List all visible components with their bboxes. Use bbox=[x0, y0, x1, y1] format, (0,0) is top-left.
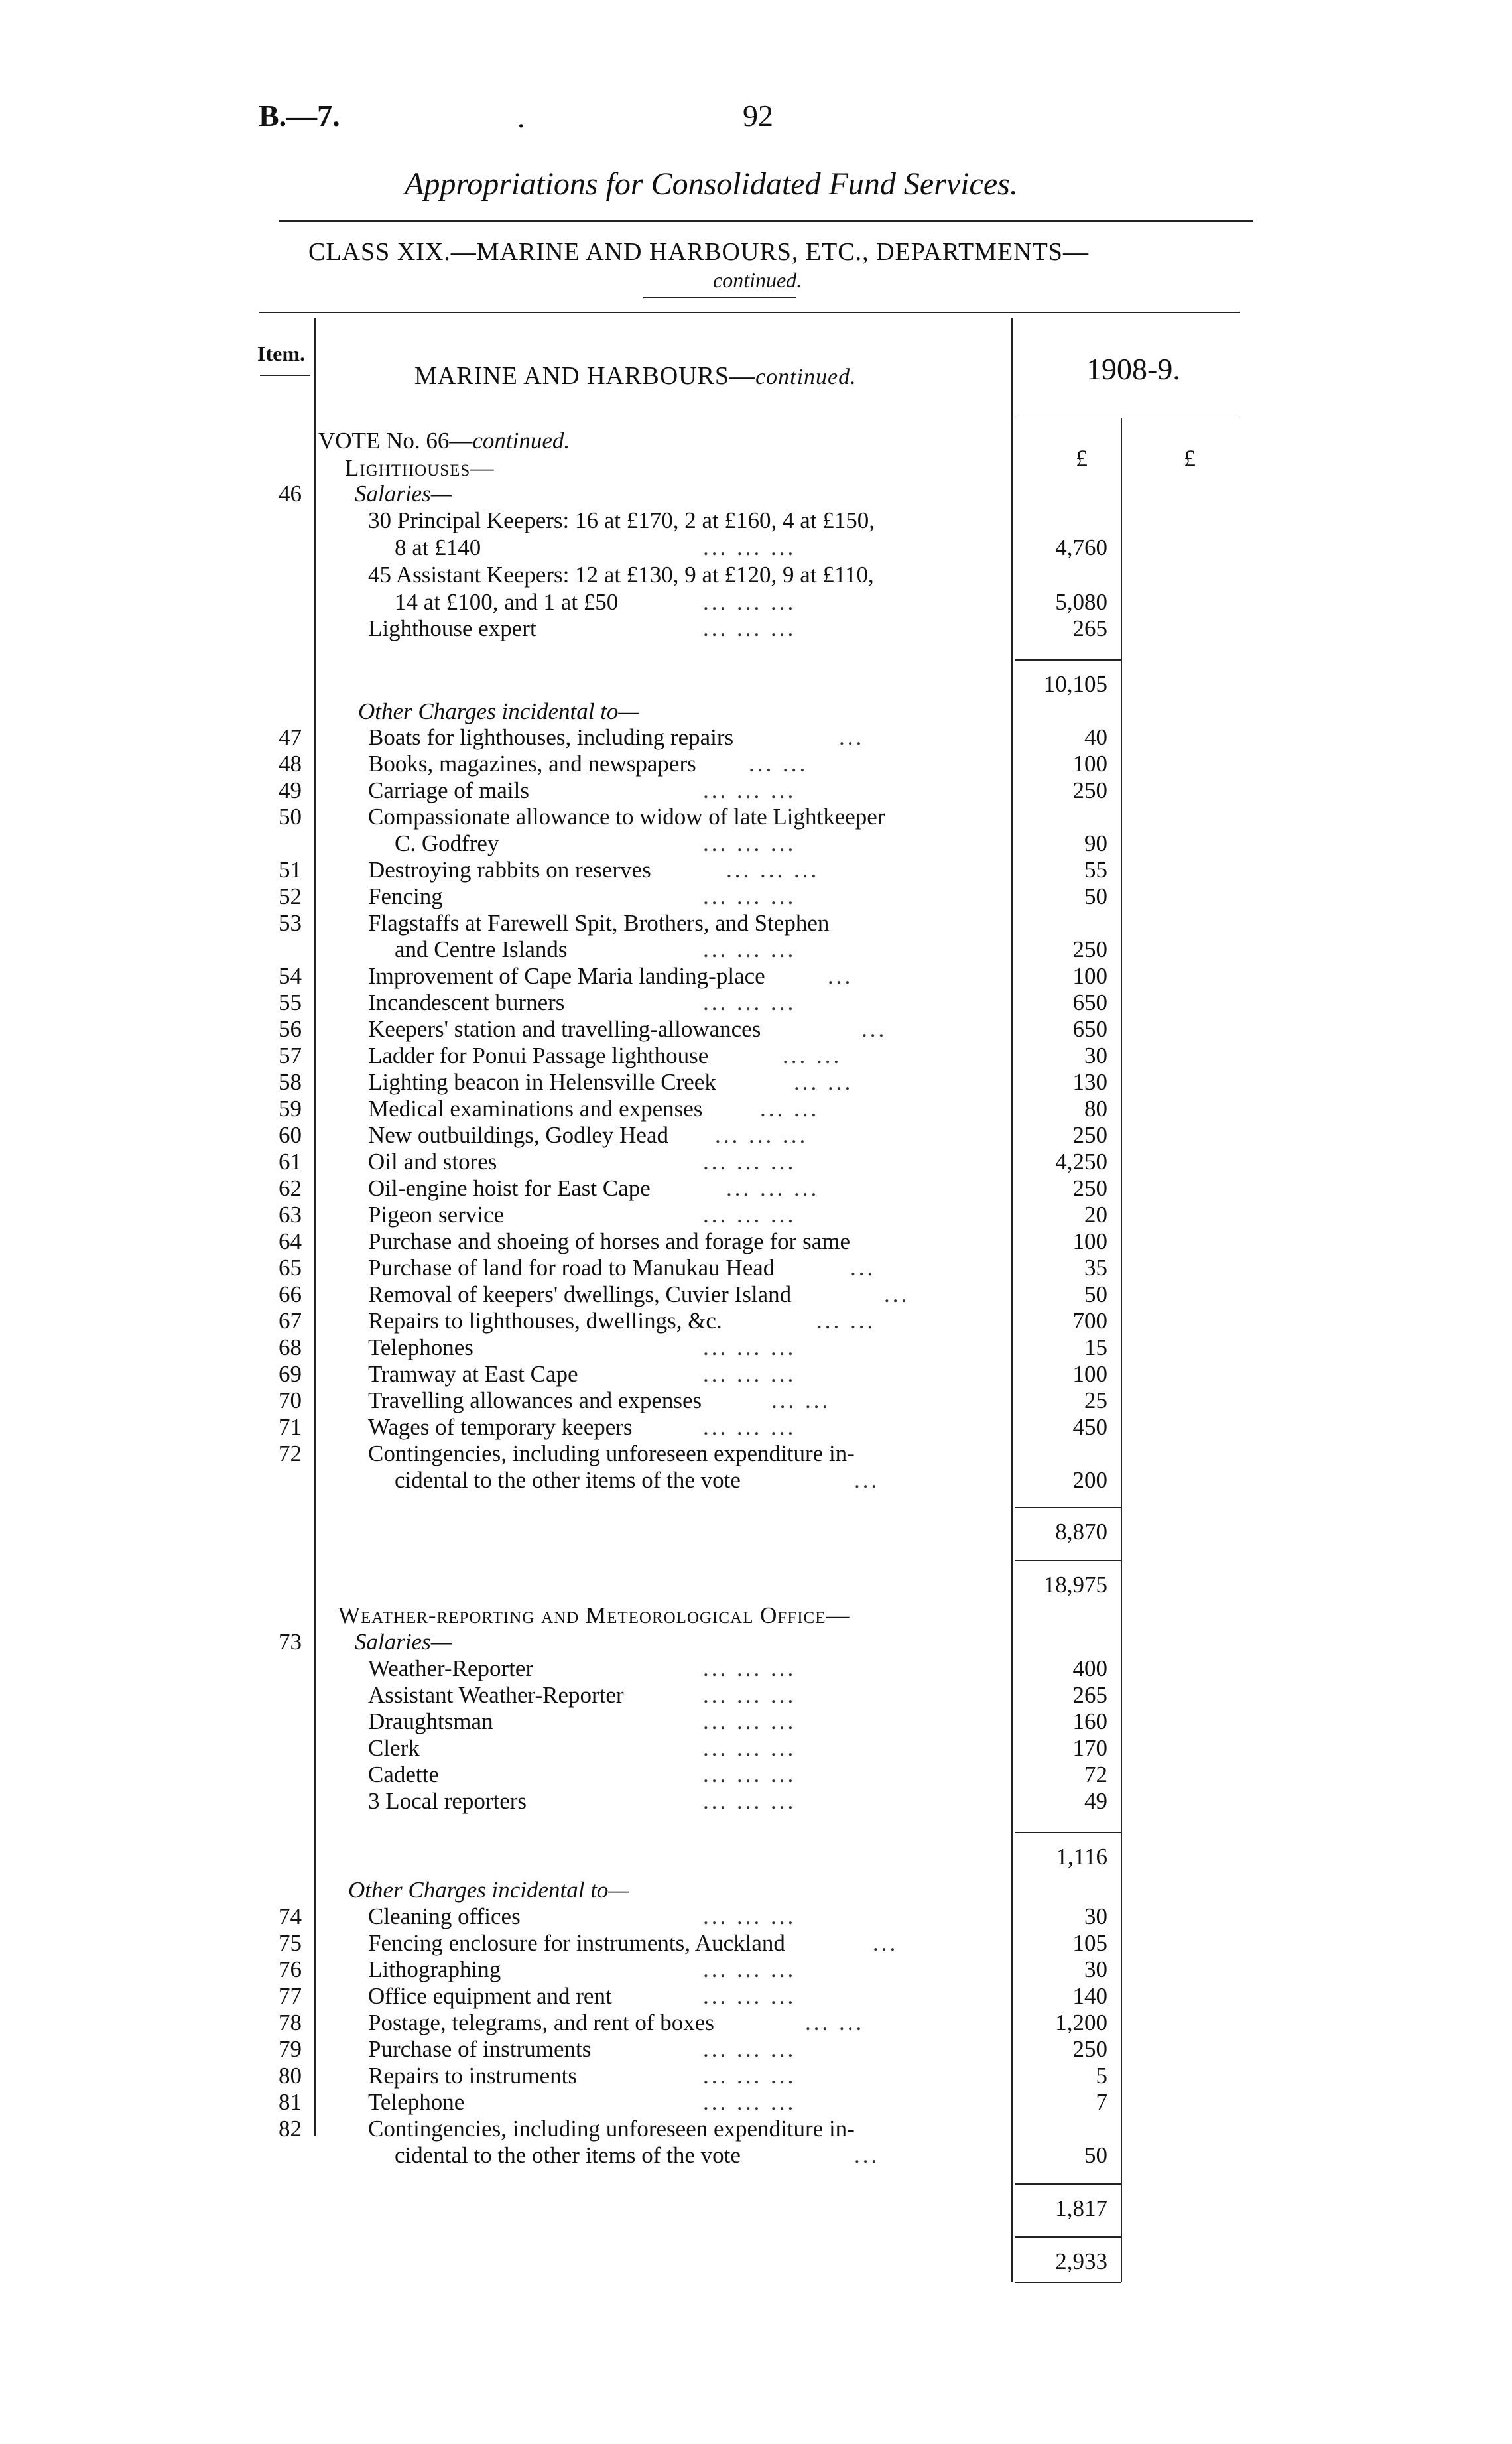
table-row bbox=[0, 830, 1512, 857]
item-description: 30 Principal Keepers: 16 at £170, 2 at £160, 4 at £150, bbox=[368, 507, 875, 533]
table-row bbox=[0, 562, 1512, 588]
item-number: 67 bbox=[279, 1308, 302, 1334]
subtotal-rule bbox=[1015, 1507, 1121, 1508]
item-description: Travelling allowances and expenses bbox=[368, 1387, 702, 1413]
table-row bbox=[0, 2063, 1512, 2089]
currency-symbol-amount-column: £ bbox=[1076, 445, 1088, 472]
subtotal-row bbox=[0, 1844, 1512, 1870]
table-row bbox=[0, 724, 1512, 751]
item-number: 57 bbox=[279, 1043, 302, 1068]
item-number: 68 bbox=[279, 1334, 302, 1360]
item-description: Fencing enclosure for instruments, Auckland bbox=[368, 1930, 785, 1956]
item-header-rule bbox=[260, 375, 310, 376]
table-row bbox=[0, 1122, 1512, 1149]
title-rule bbox=[279, 220, 1253, 222]
table-row bbox=[0, 2036, 1512, 2063]
dot-leader: ... ... bbox=[749, 751, 808, 777]
item-number: 54 bbox=[279, 963, 302, 989]
dot-leader: ... ... bbox=[783, 1043, 842, 1068]
item-amount: 100 bbox=[1072, 1228, 1107, 1254]
item-description: Medical examinations and expenses bbox=[368, 1096, 703, 1122]
table-row bbox=[0, 1762, 1512, 1788]
item-description: Tramway at East Cape bbox=[368, 1361, 578, 1387]
subtotal-row bbox=[0, 1572, 1512, 1598]
subtotal-row bbox=[0, 2248, 1512, 2275]
item-amount: 50 bbox=[1084, 1281, 1107, 1307]
table-row bbox=[0, 1016, 1512, 1043]
item-description: Pigeon service bbox=[368, 1202, 505, 1228]
dot-leader: ... bbox=[828, 963, 853, 989]
item-description: Salaries— bbox=[355, 1629, 452, 1655]
item-amount: 265 bbox=[1072, 1682, 1107, 1708]
table-row bbox=[0, 1467, 1512, 1494]
subtotal-rule bbox=[1015, 2183, 1121, 2185]
item-description: Lighting beacon in Helensville Creek bbox=[368, 1069, 716, 1095]
subtotal-row bbox=[0, 1519, 1512, 1545]
item-description: Repairs to lighthouses, dwellings, &c. bbox=[368, 1308, 722, 1334]
table-row bbox=[0, 1957, 1512, 1983]
table-row bbox=[0, 857, 1512, 883]
dot-leader: ... ... bbox=[760, 1096, 820, 1122]
section-heading-row bbox=[0, 455, 1512, 482]
table-row bbox=[0, 910, 1512, 936]
item-description: Postage, telegrams, and rent of boxes bbox=[368, 2010, 714, 2035]
vote-label: VOTE No. 66— bbox=[318, 428, 473, 454]
section-heading-row bbox=[0, 1602, 1512, 1629]
item-number: 50 bbox=[279, 804, 302, 830]
item-amount: 30 bbox=[1084, 1043, 1107, 1068]
item-description: Clerk bbox=[368, 1735, 420, 1761]
subtotal-amount: 10,105 bbox=[1043, 671, 1107, 697]
table-row bbox=[0, 535, 1512, 561]
item-amount: 1,200 bbox=[1055, 2010, 1107, 2035]
item-amount: 50 bbox=[1084, 883, 1107, 909]
item-number: 63 bbox=[279, 1202, 302, 1228]
item-amount: 5,080 bbox=[1055, 589, 1107, 615]
item-number: 73 bbox=[279, 1629, 302, 1655]
table-row bbox=[0, 2010, 1512, 2036]
subtotal-amount: 1,116 bbox=[1056, 1844, 1107, 1870]
item-amount: 650 bbox=[1072, 990, 1107, 1015]
table-row bbox=[0, 751, 1512, 777]
item-amount: 50 bbox=[1084, 2142, 1107, 2168]
item-description: cidental to the other items of the vote bbox=[395, 1467, 741, 1493]
item-amount: 25 bbox=[1084, 1387, 1107, 1413]
subtotal-amount: 18,975 bbox=[1043, 1572, 1107, 1598]
item-description: Fencing bbox=[368, 883, 443, 909]
item-description: Assistant Weather-Reporter bbox=[368, 1682, 624, 1708]
dot-leader: ... bbox=[861, 1016, 887, 1042]
dot-leader: ... bbox=[884, 1281, 910, 1307]
dot-leader: ... ... ... bbox=[703, 1708, 796, 1734]
item-number: 60 bbox=[279, 1122, 302, 1148]
table-row bbox=[0, 1414, 1512, 1441]
page-number: 92 bbox=[743, 99, 773, 133]
subtotal-row bbox=[0, 671, 1512, 698]
page-title: Appropriations for Consolidated Fund Services. bbox=[405, 166, 1018, 202]
dot-leader: ... ... ... bbox=[703, 1202, 796, 1228]
table-row bbox=[0, 804, 1512, 830]
item-number: 80 bbox=[279, 2063, 302, 2089]
item-amount: 130 bbox=[1072, 1069, 1107, 1095]
subtotal-amount: 2,933 bbox=[1055, 2248, 1107, 2274]
dot-leader: ... ... ... bbox=[726, 1175, 820, 1201]
item-number: 52 bbox=[279, 883, 302, 909]
item-description: Destroying rabbits on reserves bbox=[368, 857, 651, 883]
item-amount: 80 bbox=[1084, 1096, 1107, 1122]
item-number: 75 bbox=[279, 1930, 302, 1956]
item-description: Contingencies, including unforeseen expenditure in- bbox=[368, 1441, 855, 1466]
table-row bbox=[0, 1308, 1512, 1334]
item-description: and Centre Islands bbox=[395, 936, 568, 962]
section-title-continued: continued. bbox=[755, 365, 857, 389]
table-top-rule bbox=[259, 312, 1240, 313]
grand-total-rule bbox=[1015, 2282, 1121, 2283]
dot-leader: ... ... ... bbox=[703, 777, 796, 803]
section-heading-row bbox=[0, 428, 1512, 454]
table-row bbox=[0, 1788, 1512, 1815]
item-description: Draughtsman bbox=[368, 1708, 493, 1734]
table-row bbox=[0, 615, 1512, 642]
dot-leader: ... ... ... bbox=[703, 936, 796, 962]
item-description: Improvement of Cape Maria landing-place bbox=[368, 963, 765, 989]
table-row bbox=[0, 1281, 1512, 1308]
item-description: 14 at £100, and 1 at £50 bbox=[395, 589, 619, 615]
item-number: 48 bbox=[279, 751, 302, 777]
table-row bbox=[0, 1228, 1512, 1255]
item-description: Cleaning offices bbox=[368, 1903, 521, 1929]
item-description: Telephones bbox=[368, 1334, 473, 1360]
section-heading: Lighthouses— bbox=[345, 455, 495, 481]
dot-leader: ... ... ... bbox=[703, 1334, 796, 1360]
item-description: 3 Local reporters bbox=[368, 1788, 527, 1814]
item-amount: 72 bbox=[1084, 1762, 1107, 1787]
dot-leader: ... ... ... bbox=[703, 1903, 796, 1929]
table-row bbox=[0, 1655, 1512, 1682]
table-row bbox=[0, 1334, 1512, 1361]
table-row bbox=[0, 481, 1512, 507]
subtotal-rule bbox=[1015, 659, 1121, 661]
item-number: 78 bbox=[279, 2010, 302, 2035]
item-number: 66 bbox=[279, 1281, 302, 1307]
item-amount: 100 bbox=[1072, 751, 1107, 777]
year-column-header: 1908-9. bbox=[1086, 352, 1180, 386]
item-description: Salaries— bbox=[355, 481, 452, 507]
subtotal-rule bbox=[1015, 1560, 1121, 1561]
item-description: Keepers' station and travelling-allowances bbox=[368, 1016, 761, 1042]
dot-leader: ... ... ... bbox=[703, 1983, 796, 2009]
item-description: Purchase of land for road to Manukau Head bbox=[368, 1255, 775, 1281]
table-row bbox=[0, 1903, 1512, 1930]
item-number: 74 bbox=[279, 1903, 302, 1929]
subtotal-rule bbox=[1015, 1832, 1121, 1833]
item-amount: 250 bbox=[1072, 1122, 1107, 1148]
item-number: 61 bbox=[279, 1149, 302, 1175]
section-heading bbox=[318, 428, 570, 454]
class-continued: continued. bbox=[713, 268, 802, 292]
item-amount: 15 bbox=[1084, 1334, 1107, 1360]
table-row bbox=[0, 2142, 1512, 2169]
item-description: Office equipment and rent bbox=[368, 1983, 612, 2009]
dot-leader: ... ... ... bbox=[715, 1122, 808, 1148]
item-number: 65 bbox=[279, 1255, 302, 1281]
item-number: 51 bbox=[279, 857, 302, 883]
header-dot: . bbox=[517, 100, 525, 134]
item-number: 59 bbox=[279, 1096, 302, 1122]
table-row bbox=[0, 1361, 1512, 1387]
table-row bbox=[0, 1069, 1512, 1096]
dot-leader: ... ... ... bbox=[726, 857, 820, 883]
item-description: New outbuildings, Godley Head bbox=[368, 1122, 668, 1148]
item-amount: 7 bbox=[1096, 2089, 1107, 2115]
section-heading-row bbox=[0, 1877, 1512, 1903]
item-number: 56 bbox=[279, 1016, 302, 1042]
document-reference: B.—7. bbox=[259, 99, 340, 133]
table-row bbox=[0, 777, 1512, 804]
item-amount: 170 bbox=[1072, 1735, 1107, 1761]
item-number: 55 bbox=[279, 990, 302, 1015]
dot-leader: ... ... ... bbox=[703, 1682, 796, 1708]
dot-leader: ... ... ... bbox=[703, 615, 796, 641]
item-amount: 4,250 bbox=[1055, 1149, 1107, 1175]
class-heading: CLASS XIX.—MARINE AND HARBOURS, ETC., DEPARTMENTS— bbox=[308, 238, 1089, 266]
item-amount: 250 bbox=[1072, 1175, 1107, 1201]
section-title-text: MARINE AND HARBOURS— bbox=[414, 362, 756, 390]
dot-leader: ... bbox=[839, 724, 865, 750]
item-amount: 30 bbox=[1084, 1903, 1107, 1929]
item-description: Weather-Reporter bbox=[368, 1655, 534, 1681]
item-number: 64 bbox=[279, 1228, 302, 1254]
item-description: Removal of keepers' dwellings, Cuvier Island bbox=[368, 1281, 792, 1307]
dot-leader: ... ... ... bbox=[703, 2063, 796, 2089]
item-description: Lithographing bbox=[368, 1957, 501, 1982]
item-amount: 200 bbox=[1072, 1467, 1107, 1493]
item-description: Ladder for Ponui Passage lighthouse bbox=[368, 1043, 709, 1068]
table-row bbox=[0, 2116, 1512, 2142]
item-amount: 100 bbox=[1072, 963, 1107, 989]
item-amount: 20 bbox=[1084, 1202, 1107, 1228]
dot-leader: ... ... ... bbox=[703, 1361, 796, 1387]
item-number: 72 bbox=[279, 1441, 302, 1466]
table-row bbox=[0, 1629, 1512, 1655]
item-description: Purchase of instruments bbox=[368, 2036, 592, 2062]
dot-leader: ... bbox=[873, 1930, 899, 1956]
subtotal-rule bbox=[1015, 2236, 1121, 2238]
dot-leader: ... ... ... bbox=[703, 1957, 796, 1982]
item-number: 79 bbox=[279, 2036, 302, 2062]
section-heading: Weather-reporting and Meteorological Office— bbox=[338, 1602, 850, 1628]
item-amount: 250 bbox=[1072, 777, 1107, 803]
dot-leader: ... ... ... bbox=[703, 1414, 796, 1440]
item-number: 82 bbox=[279, 2116, 302, 2142]
item-number: 69 bbox=[279, 1361, 302, 1387]
table-row bbox=[0, 990, 1512, 1016]
item-amount: 55 bbox=[1084, 857, 1107, 883]
subtotal-amount: 1,817 bbox=[1055, 2195, 1107, 2221]
dot-leader: ... ... bbox=[805, 2010, 865, 2035]
item-description: Contingencies, including unforeseen expenditure in- bbox=[368, 2116, 855, 2142]
dot-leader: ... ... ... bbox=[703, 535, 796, 560]
table-row bbox=[0, 1255, 1512, 1281]
item-description: cidental to the other items of the vote bbox=[395, 2142, 741, 2168]
item-number: 70 bbox=[279, 1387, 302, 1413]
item-description: Books, magazines, and newspapers bbox=[368, 751, 696, 777]
table-row bbox=[0, 1708, 1512, 1735]
dot-leader: ... bbox=[854, 1467, 880, 1493]
dot-leader: ... ... ... bbox=[703, 1149, 796, 1175]
table-row bbox=[0, 1735, 1512, 1762]
item-description: Oil-engine hoist for East Cape bbox=[368, 1175, 651, 1201]
table-row bbox=[0, 507, 1512, 534]
section-heading: Other Charges incidental to— bbox=[358, 698, 639, 724]
subtotal-amount: 8,870 bbox=[1055, 1519, 1107, 1545]
item-column-header: Item. bbox=[257, 342, 305, 365]
item-description: Cadette bbox=[368, 1762, 439, 1787]
item-amount: 30 bbox=[1084, 1957, 1107, 1982]
section-heading-row bbox=[0, 698, 1512, 725]
item-description: Wages of temporary keepers bbox=[368, 1414, 633, 1440]
item-description: Lighthouse expert bbox=[368, 615, 536, 641]
dot-leader: ... ... ... bbox=[703, 1655, 796, 1681]
vote-continued: continued. bbox=[472, 428, 570, 454]
section-heading: Other Charges incidental to— bbox=[348, 1877, 629, 1903]
subtotal-row bbox=[0, 2195, 1512, 2222]
class-rule bbox=[643, 297, 796, 298]
item-description: 45 Assistant Keepers: 12 at £130, 9 at £120, 9 at £110, bbox=[368, 562, 874, 588]
item-number: 81 bbox=[279, 2089, 302, 2115]
item-number: 76 bbox=[279, 1957, 302, 1982]
item-description: Carriage of mails bbox=[368, 777, 529, 803]
item-description: Incandescent burners bbox=[368, 990, 565, 1015]
item-amount: 140 bbox=[1072, 1983, 1107, 2009]
item-number: 46 bbox=[279, 481, 302, 507]
table-row bbox=[0, 883, 1512, 910]
table-row bbox=[0, 1175, 1512, 1202]
table-row bbox=[0, 1387, 1512, 1414]
item-amount: 100 bbox=[1072, 1361, 1107, 1387]
item-description: Flagstaffs at Farewell Spit, Brothers, and Stephen bbox=[368, 910, 830, 936]
dot-leader: ... bbox=[854, 2142, 880, 2168]
item-number: 47 bbox=[279, 724, 302, 750]
dot-leader: ... ... ... bbox=[703, 830, 796, 856]
table-row bbox=[0, 1930, 1512, 1957]
dot-leader: ... ... ... bbox=[703, 1735, 796, 1761]
item-description: Compassionate allowance to widow of late Lightkeeper bbox=[368, 804, 885, 830]
table-row bbox=[0, 1441, 1512, 1467]
table-row bbox=[0, 1096, 1512, 1122]
item-amount: 160 bbox=[1072, 1708, 1107, 1734]
item-description: C. Godfrey bbox=[395, 830, 499, 856]
table-row bbox=[0, 1682, 1512, 1708]
dot-leader: ... ... bbox=[794, 1069, 853, 1095]
item-description: Repairs to instruments bbox=[368, 2063, 577, 2089]
dot-leader: ... ... ... bbox=[703, 2036, 796, 2062]
item-amount: 250 bbox=[1072, 936, 1107, 962]
item-amount: 5 bbox=[1096, 2063, 1107, 2089]
item-description: Boats for lighthouses, including repairs bbox=[368, 724, 734, 750]
item-number: 49 bbox=[279, 777, 302, 803]
item-amount: 105 bbox=[1072, 1930, 1107, 1956]
item-amount: 40 bbox=[1084, 724, 1107, 750]
dot-leader: ... bbox=[850, 1255, 876, 1281]
item-amount: 265 bbox=[1072, 615, 1107, 641]
item-number: 58 bbox=[279, 1069, 302, 1095]
table-row bbox=[0, 936, 1512, 963]
item-amount: 400 bbox=[1072, 1655, 1107, 1681]
item-description: Telephone bbox=[368, 2089, 465, 2115]
item-description: 8 at £140 bbox=[395, 535, 481, 560]
item-number: 77 bbox=[279, 1983, 302, 2009]
item-amount: 49 bbox=[1084, 1788, 1107, 1814]
dot-leader: ... ... ... bbox=[703, 2089, 796, 2115]
dot-leader: ... ... ... bbox=[703, 1762, 796, 1787]
dot-leader: ... ... ... bbox=[703, 990, 796, 1015]
item-number: 71 bbox=[279, 1414, 302, 1440]
item-amount: 250 bbox=[1072, 2036, 1107, 2062]
item-amount: 35 bbox=[1084, 1255, 1107, 1281]
dot-leader: ... ... ... bbox=[703, 883, 796, 909]
table-row bbox=[0, 2089, 1512, 2116]
table-row bbox=[0, 589, 1512, 615]
table-row bbox=[0, 1202, 1512, 1228]
currency-symbol-total-column: £ bbox=[1184, 445, 1196, 472]
item-number: 53 bbox=[279, 910, 302, 936]
item-amount: 650 bbox=[1072, 1016, 1107, 1042]
item-amount: 4,760 bbox=[1055, 535, 1107, 560]
item-amount: 450 bbox=[1072, 1414, 1107, 1440]
dot-leader: ... ... ... bbox=[703, 589, 796, 615]
item-amount: 700 bbox=[1072, 1308, 1107, 1334]
dot-leader: ... ... bbox=[816, 1308, 876, 1334]
dot-leader: ... ... ... bbox=[703, 1788, 796, 1814]
table-row bbox=[0, 1043, 1512, 1069]
item-description: Oil and stores bbox=[368, 1149, 497, 1175]
item-description: Purchase and shoeing of horses and forage for same bbox=[368, 1228, 850, 1254]
section-title bbox=[414, 361, 857, 391]
table-row bbox=[0, 963, 1512, 990]
table-row bbox=[0, 1149, 1512, 1175]
table-row bbox=[0, 1983, 1512, 2010]
item-number: 62 bbox=[279, 1175, 302, 1201]
dot-leader: ... ... bbox=[771, 1387, 831, 1413]
item-amount: 90 bbox=[1084, 830, 1107, 856]
